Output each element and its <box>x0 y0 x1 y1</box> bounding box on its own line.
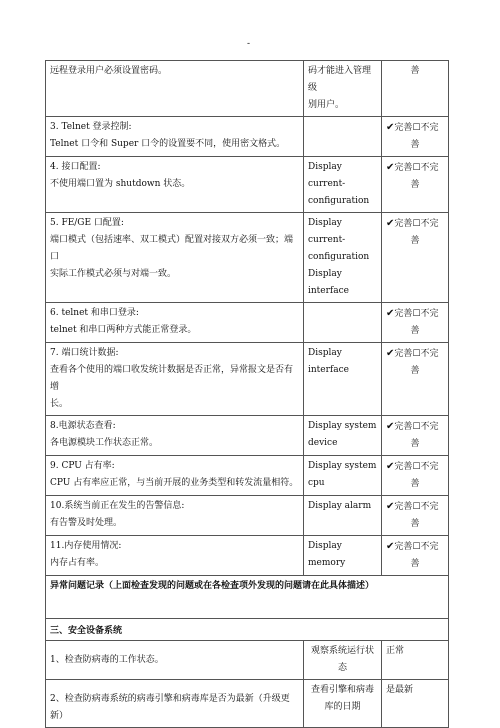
command-line: 别用户。 <box>308 100 345 110</box>
result-cell <box>382 213 449 303</box>
option-incomplete-label-cont: 善 <box>410 326 420 336</box>
command-line: Display <box>308 218 342 228</box>
result-options <box>386 458 444 476</box>
check-item-line: 长。 <box>50 399 69 409</box>
table-row <box>46 117 449 157</box>
result-cell <box>382 343 449 416</box>
option-incomplete-label-cont: 善 <box>410 439 420 449</box>
check-item-line: 7. 端口统计数据: <box>50 348 119 358</box>
command-cell <box>304 641 382 680</box>
command-line: current-configuration <box>308 235 370 262</box>
check-item-cell <box>46 117 304 157</box>
issue-record-label: 异常问题记录（上面检查发现的问题或在各检查项外发现的问题请在此具体描述） <box>50 581 375 591</box>
check-item-line: 端口模式（包括速率、双工模式）配置对接双方必须一致；端口 <box>50 235 294 262</box>
option-incomplete-label-cont: 善 <box>410 180 420 190</box>
command-cell <box>304 496 382 536</box>
checkbox-icon[interactable]: ☐ <box>412 219 421 229</box>
command-line: Display interface <box>308 348 349 375</box>
checkmark-icon[interactable]: ✔ <box>386 541 395 552</box>
option-incomplete-label-cont: 善 <box>410 236 420 246</box>
checkbox-icon[interactable]: ☐ <box>412 309 421 319</box>
result-options <box>386 119 444 137</box>
check-item-line: 6. telnet 和串口登录: <box>50 308 139 318</box>
command-line: 观察系统运行状 <box>310 646 374 656</box>
result-cell <box>382 680 449 728</box>
command-line: Display current- <box>308 162 346 189</box>
check-item-line: CPU 占有率应正常，与当前开展的业务类型和转发流量相符。 <box>50 478 299 488</box>
result-cell <box>382 117 449 157</box>
result-cell <box>382 303 449 343</box>
result-text: 正常 <box>386 646 405 656</box>
command-cell <box>304 213 382 303</box>
check-item-cell <box>46 213 304 303</box>
option-complete-label: 完善 <box>394 163 413 173</box>
check-item-cell <box>46 343 304 416</box>
check-item-cell <box>46 536 304 576</box>
checkmark-icon[interactable]: ✔ <box>386 308 395 319</box>
check-item-cell <box>46 157 304 213</box>
command-cell <box>304 680 382 728</box>
command-line: configuration <box>308 196 370 206</box>
table-row <box>46 536 449 576</box>
command-cell <box>304 157 382 213</box>
checkbox-icon[interactable]: ☐ <box>412 349 421 359</box>
check-item-line: 3. Telnet 登录控制: <box>50 122 132 132</box>
option-complete-label: 完善 <box>394 422 413 432</box>
check-item-line: telnet 和串口两种方式能正常登录。 <box>50 325 197 335</box>
option-incomplete-label: 不完 <box>420 163 439 173</box>
command-line: Display system device <box>308 421 377 448</box>
checkbox-icon[interactable]: ☐ <box>412 422 421 432</box>
result-cell <box>382 536 449 576</box>
option-incomplete-label: 不完 <box>420 219 439 229</box>
check-item-cell <box>46 680 304 728</box>
check-item-line: 9. CPU 占有率: <box>50 461 115 471</box>
check-item-line: 2、检查防病毒系统的病毒引擎和病毒库是否为最新（升级更新） <box>50 694 290 721</box>
command-line: Display system cpu <box>308 461 377 488</box>
option-incomplete-label: 不完 <box>420 542 439 552</box>
result-cell <box>382 157 449 213</box>
checkmark-icon[interactable]: ✔ <box>386 122 395 133</box>
result-cell <box>382 641 449 680</box>
command-line: Display memory <box>308 541 346 568</box>
check-item-line: Telnet 口令和 Super 口令的设置要不同，使用密文格式。 <box>50 139 286 149</box>
option-incomplete-label-cont: 善 <box>410 140 420 150</box>
table-row <box>46 157 449 213</box>
checkmark-icon[interactable]: ✔ <box>386 501 395 512</box>
check-item-line: 有告警及时处理。 <box>50 518 123 528</box>
table-row <box>46 680 449 728</box>
option-complete-label: 完善 <box>394 219 413 229</box>
check-item-line: 各电源模块工作状态正常。 <box>50 438 159 448</box>
checkbox-icon[interactable]: ☐ <box>412 462 421 472</box>
option-complete-label: 完善 <box>394 542 413 552</box>
check-item-line: 内存占有率。 <box>50 558 105 568</box>
check-item-line: 5. FE/GE 口配置: <box>50 218 124 228</box>
option-complete-label: 完善 <box>394 462 413 472</box>
section-header-row <box>46 619 449 641</box>
check-item-line: 10.系统当前正在发生的告警信息: <box>50 501 185 511</box>
table-row <box>46 641 449 680</box>
option-complete-label: 完善 <box>394 309 413 319</box>
result-options <box>386 498 444 516</box>
checkbox-icon[interactable]: ☐ <box>412 542 421 552</box>
table-row <box>46 456 449 496</box>
table-row <box>46 213 449 303</box>
checkmark-icon[interactable]: ✔ <box>386 461 395 472</box>
check-item-line: 1、检查防病毒的工作状态。 <box>50 655 164 665</box>
option-incomplete-label-cont: 善 <box>410 479 420 489</box>
check-item-cell <box>46 496 304 536</box>
option-incomplete-label: 不完 <box>420 309 439 319</box>
check-item-line: 远程登录用户必须设置密码。 <box>50 66 168 76</box>
option-incomplete-label: 不完 <box>420 349 439 359</box>
table-row <box>46 343 449 416</box>
check-item-cell <box>46 416 304 456</box>
check-item-cell <box>46 456 304 496</box>
table-row <box>46 416 449 456</box>
command-cell <box>304 536 382 576</box>
checkmark-icon[interactable]: ✔ <box>386 218 395 229</box>
command-line: Display interface <box>308 269 349 296</box>
check-item-line: 查看各个使用的端口收发统计数据是否正常，异常报文是否有增 <box>50 365 294 392</box>
result-options <box>386 215 444 233</box>
command-cell <box>304 303 382 343</box>
check-item-line: 4. 接口配置: <box>50 162 101 172</box>
check-item-line: 11.内存使用情况: <box>50 541 122 551</box>
option-complete-label: 完善 <box>394 349 413 359</box>
command-cell <box>304 61 382 117</box>
command-line: 态 <box>337 663 347 673</box>
result-cell <box>382 496 449 536</box>
checkbox-icon[interactable]: ☐ <box>412 123 421 133</box>
option-incomplete-label: 不完 <box>420 462 439 472</box>
result-cell <box>382 416 449 456</box>
check-item-cell <box>46 303 304 343</box>
result-text: 善 <box>410 66 420 76</box>
table-row <box>46 61 449 117</box>
command-cell <box>304 416 382 456</box>
check-item-line: 8.电源状态查看: <box>50 421 116 431</box>
result-cell <box>382 456 449 496</box>
check-item-line: 不使用端口置为 shutdown 状态。 <box>50 179 191 189</box>
check-item-cell <box>46 641 304 680</box>
option-incomplete-label: 不完 <box>420 502 439 512</box>
issue-record-cell <box>46 576 449 619</box>
option-complete-label: 完善 <box>394 502 413 512</box>
header-mark: - <box>247 39 251 49</box>
option-complete-label: 完善 <box>394 123 413 133</box>
result-options <box>386 345 444 363</box>
command-line: Display alarm <box>308 501 372 511</box>
option-incomplete-label: 不完 <box>420 123 439 133</box>
issue-record-row <box>46 576 449 619</box>
check-item-line: 实际工作模式必须与对端一致。 <box>50 269 177 279</box>
result-options <box>386 418 444 436</box>
command-cell <box>304 456 382 496</box>
checkbox-icon[interactable]: ☐ <box>412 163 421 173</box>
command-line: 库的日期 <box>324 702 361 712</box>
check-item-cell <box>46 61 304 117</box>
checkmark-icon[interactable]: ✔ <box>386 348 395 359</box>
result-options <box>386 159 444 177</box>
inspection-table <box>45 60 449 728</box>
table-row <box>46 496 449 536</box>
result-options <box>386 538 444 556</box>
section-title: 三、安全设备系统 <box>50 626 123 636</box>
result-options <box>386 305 444 323</box>
result-cell <box>382 61 449 117</box>
option-incomplete-label-cont: 善 <box>410 519 420 529</box>
command-line: 查看引擎和病毒 <box>310 685 374 695</box>
checkbox-icon[interactable]: ☐ <box>412 502 421 512</box>
table-row <box>46 303 449 343</box>
option-incomplete-label-cont: 善 <box>410 366 420 376</box>
checkmark-icon[interactable]: ✔ <box>386 421 395 432</box>
command-line: 码才能进入管理级 <box>308 66 372 93</box>
command-cell <box>304 343 382 416</box>
section-title-cell <box>46 619 449 641</box>
result-text: 是最新 <box>386 685 414 695</box>
option-incomplete-label-cont: 善 <box>410 559 420 569</box>
option-incomplete-label: 不完 <box>420 422 439 432</box>
command-cell <box>304 117 382 157</box>
checkmark-icon[interactable]: ✔ <box>386 162 395 173</box>
